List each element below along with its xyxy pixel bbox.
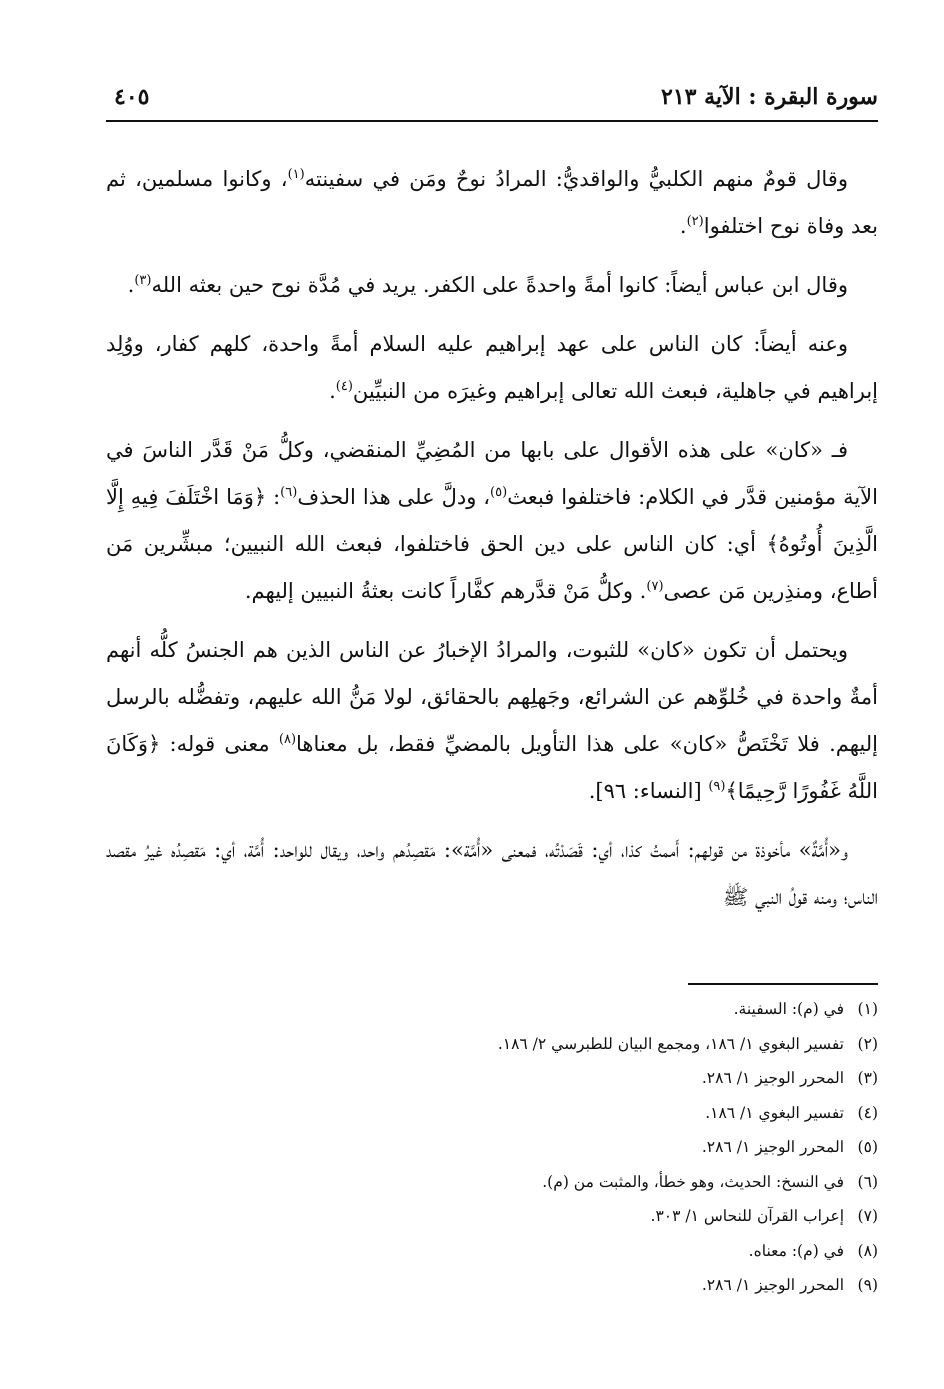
text-run: وقال ابن عباس أيضاً: كانوا أمةً واحدةً على الكفر. يريد في مُدَّة نوح حين بعثه الله	[151, 273, 848, 297]
paragraph	[106, 321, 878, 415]
footnote-number: (٤)	[857, 1103, 878, 1122]
footnote-separator	[688, 983, 878, 985]
text-run: و«أُمَّةٌ» مأخوذة من قولهم: أَممتُ كذا، أي: قَصَدْتُه، فمعنى «أُمَّة»: مَقصِدُهم واحد، ويقال للواحد: أُمَّة، أي: مَقصِدُه غيرُ مقصد الناس؛ ومنه قولُ النبي ﷺ	[106, 838, 878, 909]
text-run: وقال قومٌ منهم الكلبيُّ والواقديُّ: المرادُ نوحٌ ومَن في سفينته	[304, 167, 848, 191]
footnote-text: في (م): معناه.	[748, 1241, 844, 1260]
footnote	[106, 1268, 878, 1303]
footnote-text: المحرر الوجيز ١/ ٢٨٦.	[701, 1069, 844, 1087]
footnote-text: في النسخ: الحديث، وهو خطأ، والمثبت من (م).	[542, 1172, 844, 1191]
paragraph	[106, 827, 878, 921]
footnote-number: (٦)	[857, 1172, 878, 1191]
text-run: . وكلُّ مَنْ قدَّرهم كفَّاراً كانت بعثةُ النبيين إليهم.	[244, 579, 647, 603]
surah-verse-title: سورة البقرة : الآية ٢١٣	[661, 84, 878, 110]
text-run: .	[127, 273, 135, 297]
text-run: وعنه أيضاً: كان الناس على عهد إبراهيم عليه السلام أمةً واحدة، كلهم كفار، ووُلِد إبراهيم في جاهلية، فبعث الله تعالى إبراهيم وغيرَه من النبيِّين	[106, 332, 878, 403]
text-run: .	[329, 379, 336, 403]
footnote	[106, 1027, 878, 1062]
paragraph	[106, 262, 878, 309]
footnote-text: المحرر الوجيز ١/ ٢٨٦.	[701, 1138, 844, 1156]
footnote-number: (٧)	[857, 1207, 878, 1225]
paragraph	[106, 627, 878, 815]
footnote-marker: (٦)	[280, 485, 298, 500]
footnote-marker: (٤)	[335, 379, 353, 394]
footnote-text: تفسير البغوي ١/ ١٨٦.	[705, 1103, 844, 1122]
footnote-number: (٣)	[857, 1069, 878, 1087]
footnote	[106, 1234, 878, 1269]
footnote	[106, 1061, 878, 1096]
footnote-text: في (م): السفينة.	[733, 1000, 844, 1018]
text-run: معنى قوله: ﴿وَكَانَ اللَّهُ غَفُورًا رَّحِيمًا﴾	[106, 732, 878, 803]
footnote-number: (٥)	[857, 1138, 878, 1156]
page-number: ٤٠٥	[114, 84, 150, 110]
footnote-number: (٨)	[857, 1241, 878, 1260]
text-run: فـ «كان» على هذه الأقوال على بابها من المُضِيِّ المنقضي، وكلُّ مَنْ قَدَّر الناسَ في الآية مؤمنين قدَّر في الكلام: فاختلفوا فبعث	[106, 438, 878, 509]
footnote-number: (٢)	[857, 1034, 878, 1053]
main-text	[106, 156, 878, 933]
footnote	[106, 992, 878, 1027]
footnote	[106, 1130, 878, 1165]
footnote-text: تفسير البغوي ١/ ١٨٦، ومجمع البيان للطبرسي ٢/ ١٨٦.	[497, 1034, 844, 1053]
footnote-text: إعراب القرآن للنحاس ١/ ٣٠٣.	[650, 1207, 844, 1225]
running-header	[106, 72, 878, 122]
footnote-marker: (٨)	[278, 732, 297, 747]
paragraph	[106, 427, 878, 615]
footnote-marker: (٩)	[708, 779, 726, 794]
footnotes	[106, 992, 878, 1303]
text-run: ، ودلَّ على هذا الحذف	[297, 485, 491, 509]
text-run: ، وكانوا مسلمين، ثم بعد وفاة نوح اختلفوا	[106, 167, 878, 238]
footnote-number: (٩)	[857, 1276, 878, 1294]
footnote-number: (١)	[857, 1000, 878, 1018]
text-run: ويحتمل أن تكون «كان» للثبوت، والمرادُ الإخبارُ عن الناس الذين هم الجنسُ كلُّه أنهم أمةٌ واحدة في خُلوِّهم عن الشرائع، وجَهلِهم بالحقائق، لولا مَنُّ الله عليهم، وتفضُّله بالرسل إليهم. فلا تَخْتَصُّ «كان» على هذا التأويل بالمضيِّ فقط، بل معناها	[106, 638, 878, 756]
paragraph	[106, 156, 878, 250]
footnote-marker: (٧)	[646, 579, 664, 594]
text-run: : ﴿وَمَا اخْتَلَفَ فِيهِ إِلَّا الَّذِينَ أُوتُوهُ﴾ أي: كان الناس على دين الحق فاختلفوا، فبعث الله النبيين؛ مبشِّرين مَن أطاع، ومنذِرين مَن عصى	[106, 485, 878, 603]
footnote-marker: (١)	[287, 167, 305, 182]
footnote-text: المحرر الوجيز ١/ ٢٨٦.	[701, 1276, 844, 1294]
text-run: .	[679, 214, 687, 238]
footnote	[106, 1165, 878, 1200]
text-run: [النساء: ٩٦].	[588, 779, 709, 803]
footnote	[106, 1096, 878, 1131]
footnote-marker: (٣)	[134, 273, 152, 288]
footnote-marker: (٢)	[686, 214, 704, 229]
footnote	[106, 1199, 878, 1234]
footnote-marker: (٥)	[490, 485, 508, 500]
